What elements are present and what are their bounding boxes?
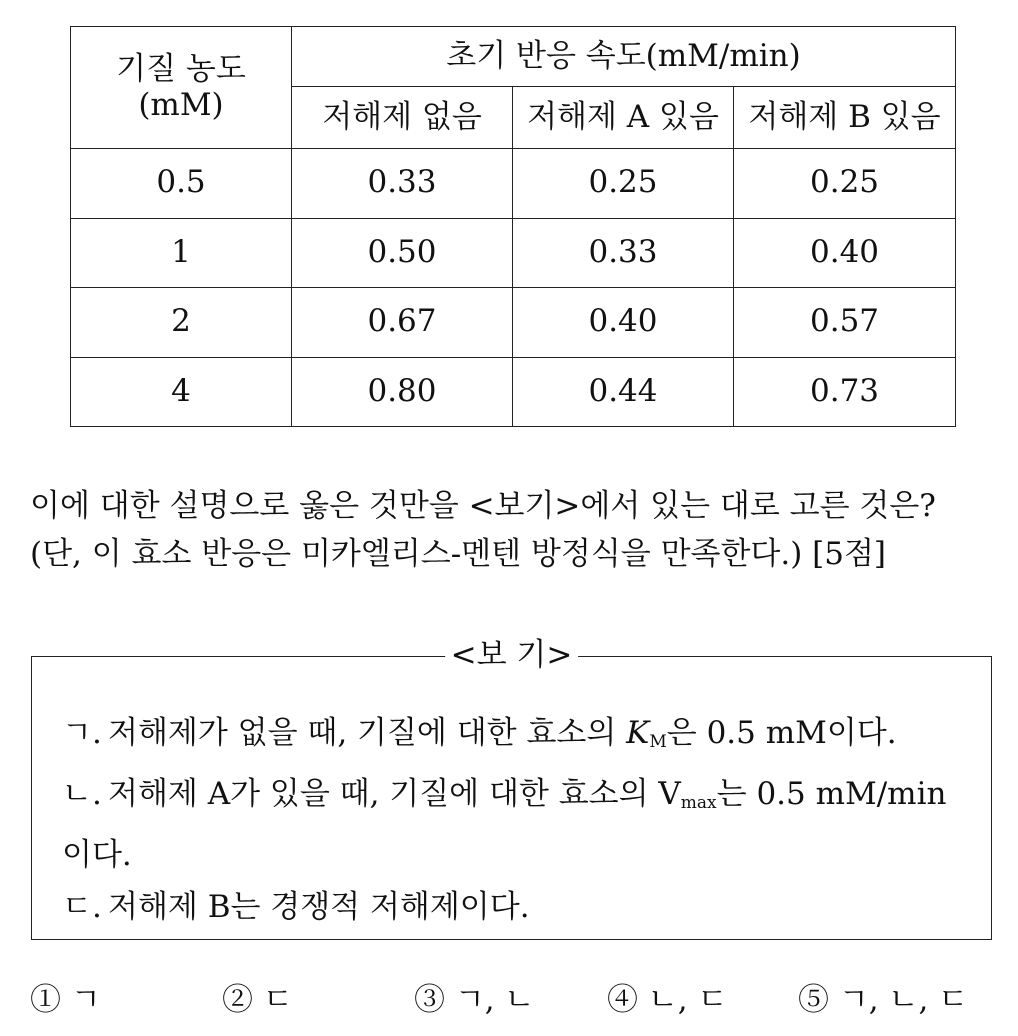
choice-4[interactable]: ④ ㄴ, ㄷ: [607, 982, 728, 1018]
table-cell: 0.33: [292, 149, 513, 219]
choice-1[interactable]: ① ㄱ: [30, 982, 101, 1018]
question-text: [30, 482, 1005, 578]
bogi-box: [31, 637, 992, 940]
question-line1: 이에 대한 설명으로 옳은 것만을 <보기>에서 있는 대로 고른 것은?: [30, 488, 936, 524]
item-text: 는 0.5 mM/min: [716, 776, 947, 812]
table-cell: 2: [71, 288, 292, 358]
question-line2: (단, 이 효소 반응은 미카엘리스-멘텐 방정식을 만족한다.) [5점]: [30, 536, 887, 572]
header-substrate-line1: 기질 농도: [116, 50, 246, 87]
table-cell: 0.40: [734, 218, 956, 288]
item-text: 저해제 A가 있을 때, 기질에 대한 효소의 V: [108, 776, 681, 812]
km-subscript: M: [649, 732, 667, 752]
bogi-title: <보 기>: [445, 635, 579, 675]
table-cell: 0.73: [734, 357, 956, 427]
table-cell: 0.33: [513, 218, 734, 288]
table-cell: 0.50: [292, 218, 513, 288]
table-cell: 4: [71, 357, 292, 427]
table-cell: 0.67: [292, 288, 513, 358]
choice-3[interactable]: ③ ㄱ, ㄴ: [414, 982, 535, 1018]
table-row: [71, 357, 956, 427]
table-cell: 0.40: [513, 288, 734, 358]
header-substrate-concentration: [71, 27, 292, 149]
table-cell: 0.25: [734, 149, 956, 219]
item-text: 은 0.5 mM이다.: [666, 715, 897, 751]
item-marker: ㄷ.: [62, 889, 102, 925]
bogi-item-3: [62, 881, 981, 933]
choice-2[interactable]: ② ㄷ: [222, 982, 293, 1018]
bogi-item-2-continuation: 이다.: [62, 837, 132, 873]
item-text: 저해제가 없을 때, 기질에 대한 효소의: [108, 715, 627, 751]
vmax-subscript: max: [680, 793, 717, 813]
bogi-item-2: [62, 768, 981, 829]
data-table: [70, 26, 956, 427]
table-cell: 0.44: [513, 357, 734, 427]
table-cell: 0.80: [292, 357, 513, 427]
header-initial-rate: 초기 반응 속도(mM/min): [292, 27, 956, 87]
table-cell: 1: [71, 218, 292, 288]
item-marker: ㄴ.: [62, 776, 102, 812]
table-row: [71, 288, 956, 358]
subheader-inhibitor-b: 저해제 B 있음: [734, 87, 956, 149]
choice-5[interactable]: ⑤ ㄱ, ㄴ, ㄷ: [798, 982, 969, 1018]
answer-choices: [30, 980, 1008, 1020]
km-symbol: K: [626, 715, 650, 751]
item-marker: ㄱ.: [62, 715, 102, 751]
table-cell: 0.57: [734, 288, 956, 358]
table-cell: 0.25: [513, 149, 734, 219]
subheader-no-inhibitor: 저해제 없음: [292, 87, 513, 149]
table-cell: 0.5: [71, 149, 292, 219]
subheader-inhibitor-a: 저해제 A 있음: [513, 87, 734, 149]
item-text: 저해제 B는 경쟁적 저해제이다.: [108, 889, 530, 925]
bogi-item-1: [62, 707, 981, 768]
table-row: [71, 149, 956, 219]
header-substrate-line2: (mM): [138, 86, 224, 123]
table-row: [71, 218, 956, 288]
